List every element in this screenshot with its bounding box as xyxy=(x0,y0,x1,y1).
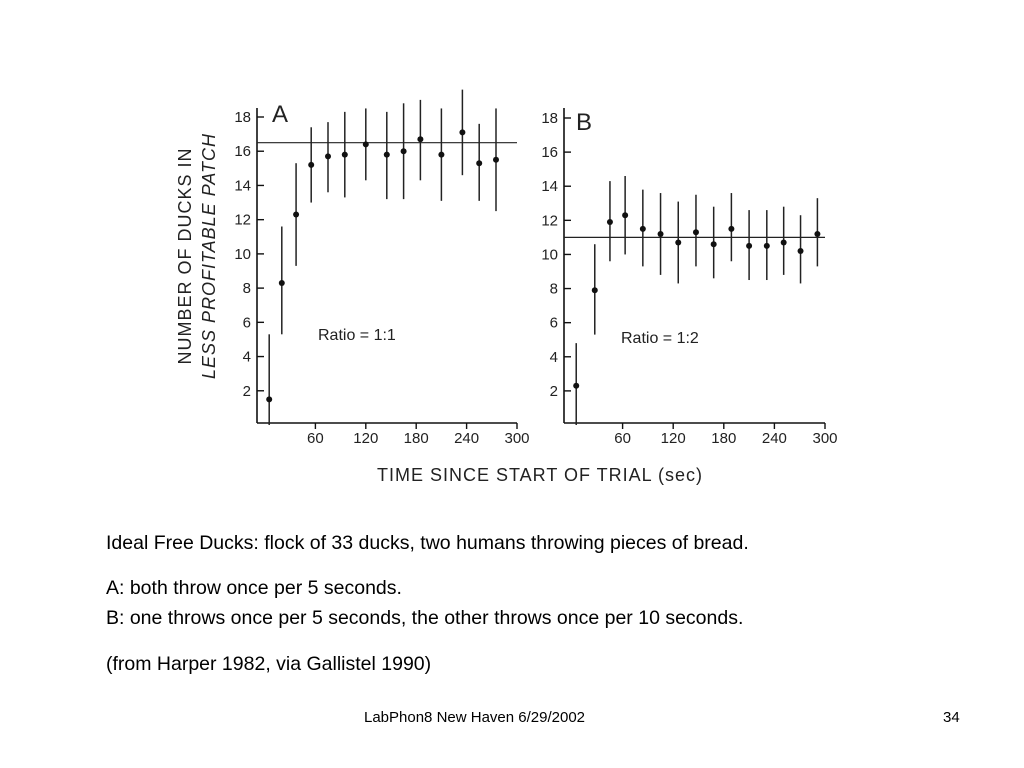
panel-a-data-point xyxy=(417,136,423,142)
footer-text: LabPhon8 New Haven 6/29/2002 xyxy=(364,709,586,726)
panel-a-data-point xyxy=(384,152,390,158)
panel-b-x-tick-label: 180 xyxy=(711,430,737,447)
panel-a-data-point xyxy=(308,162,314,168)
panel-b-data-point xyxy=(728,226,734,232)
panel-a-y-tick-label: 10 xyxy=(234,245,251,263)
panel-a-label: A xyxy=(272,101,289,128)
panel-a-y-tick-label: 4 xyxy=(242,348,251,366)
panel-a-data-point xyxy=(476,160,482,166)
panel-b-data-point xyxy=(573,383,579,389)
panel-a-data-point xyxy=(363,141,369,147)
y-axis-label-line2: LESS PROFITABLE PATCH xyxy=(199,132,219,380)
panel-a-data-point xyxy=(438,152,444,158)
panel-b-data-point xyxy=(693,229,699,235)
panel-a-x-tick-label: 120 xyxy=(353,430,379,447)
panel-b-x-tick-label: 300 xyxy=(812,430,838,447)
panel-b-data-point xyxy=(658,231,664,237)
panel-a-data-point xyxy=(459,129,465,135)
panel-a-y-tick-label: 2 xyxy=(242,382,251,400)
caption-line-4: (from Harper 1982, via Gallistel 1990) xyxy=(106,653,432,675)
panel-b-y-tick-label: 4 xyxy=(549,348,558,366)
panel-b-y-tick-label: 16 xyxy=(541,144,558,162)
panel-b-data-point xyxy=(607,219,613,225)
panel-b-x-tick-label: 60 xyxy=(614,430,631,447)
panel-b-y-tick-label: 18 xyxy=(541,110,558,127)
panel-a-y-tick-label: 6 xyxy=(242,314,251,332)
panel-b-y-tick-label: 6 xyxy=(549,314,558,332)
panel-b-data-point xyxy=(711,241,717,247)
panel-a-y-tick-label: 14 xyxy=(234,177,251,195)
caption-line-2: A: both throw once per 5 seconds. xyxy=(106,577,402,599)
caption-line-1: Ideal Free Ducks: flock of 33 ducks, two humans throwing pieces of bread. xyxy=(106,532,749,554)
panel-b-x-tick-label: 120 xyxy=(660,430,686,447)
panel-a-y-tick-label: 18 xyxy=(234,109,251,126)
panel-b-ratio-annotation: Ratio = 1:2 xyxy=(621,330,699,347)
panel-b-data-point xyxy=(622,212,628,218)
panel-a-data-point xyxy=(279,280,285,286)
panel-a-y-tick-label: 12 xyxy=(234,211,251,229)
panel-b-data-point xyxy=(592,287,598,293)
panel-a-x-tick-label: 180 xyxy=(403,430,429,447)
panel-a-data-point xyxy=(401,148,407,154)
panel-b-label: B xyxy=(576,109,593,136)
panel-a-x-tick-label: 60 xyxy=(307,430,324,447)
panel-b-data-point xyxy=(675,240,681,246)
panel-a-data-point xyxy=(266,396,272,402)
panel-b-data-point xyxy=(798,248,804,254)
panel-a-data-point xyxy=(325,153,331,159)
page-number: 34 xyxy=(943,709,960,726)
panel-b-data-point xyxy=(746,243,752,249)
x-axis-label: TIME SINCE START OF TRIAL (sec) xyxy=(376,465,704,485)
panel-a-x-tick-label: 300 xyxy=(504,430,530,447)
panel-b-x-tick-label: 240 xyxy=(761,430,787,447)
panel-a-data-point xyxy=(493,157,499,163)
panel-a xyxy=(234,90,529,447)
panel-a-data-point xyxy=(342,152,348,158)
panel-a-y-tick-label: 8 xyxy=(242,280,251,298)
panel-b xyxy=(541,108,837,447)
panel-b-data-point xyxy=(781,240,787,246)
panel-b-data-point xyxy=(764,243,770,249)
y-axis-label-line1: NUMBER OF DUCKS IN xyxy=(175,147,195,365)
panel-a-y-tick-label: 16 xyxy=(234,143,251,161)
panel-a-ratio-annotation: Ratio = 1:1 xyxy=(318,327,396,344)
panel-a-data-point xyxy=(293,212,299,218)
panel-b-y-tick-label: 8 xyxy=(549,280,558,298)
panel-b-y-tick-label: 10 xyxy=(541,246,558,264)
panel-a-x-tick-label: 240 xyxy=(454,430,480,447)
panel-b-y-tick-label: 14 xyxy=(541,178,558,196)
panel-b-y-tick-label: 2 xyxy=(549,382,558,400)
panel-b-y-tick-label: 12 xyxy=(541,212,558,230)
panel-b-data-point xyxy=(640,226,646,232)
caption-line-3: B: one throws once per 5 seconds, the other throws once per 10 seconds. xyxy=(106,607,744,629)
panel-b-data-point xyxy=(814,231,820,237)
